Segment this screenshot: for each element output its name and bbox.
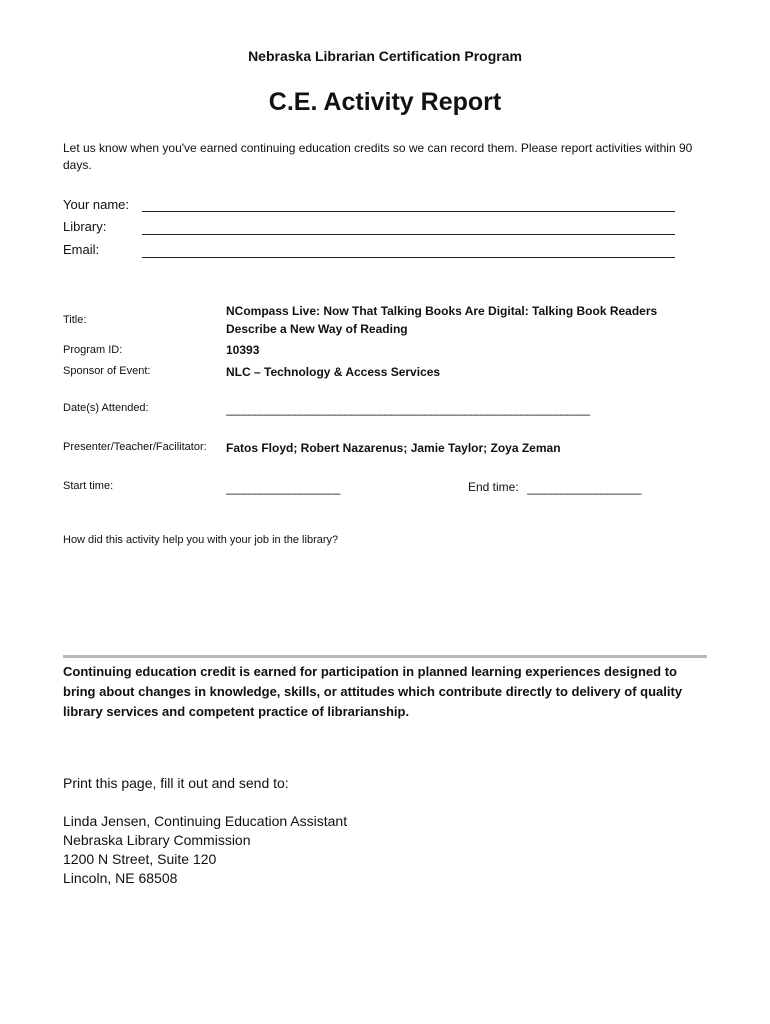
street-address: 1200 N Street, Suite 120 (63, 851, 217, 867)
end-time-field[interactable]: ____________________ (527, 481, 641, 495)
activity-answer-area[interactable] (63, 552, 707, 647)
program-id-value: 10393 (226, 343, 260, 357)
section-divider (63, 655, 707, 658)
credit-note: Continuing education credit is earned for participation in planned learning experiences designed to bring about changes in knowledge, skills, or attitudes which contribute directly to delivery of quality library services and competent practice of librarianship. (63, 664, 683, 719)
activity-question: How did this activity help you with your job in the library? (63, 534, 339, 546)
program-id-label: Program ID: (63, 344, 123, 356)
presenter-label: Presenter/Teacher/Facilitator: (63, 441, 207, 453)
page-title: C.E. Activity Report (268, 88, 502, 116)
program-name: Nebraska Librarian Certification Program (248, 48, 522, 64)
start-time-field[interactable]: ____________________ (226, 481, 340, 495)
library-label: Library: (63, 219, 107, 234)
start-time-label: Start time: (63, 480, 114, 492)
your-name-label: Your name: (63, 197, 130, 212)
dates-attended-label: Date(s) Attended: (63, 402, 149, 414)
your-name-field[interactable] (142, 211, 675, 212)
sponsor-label: Sponsor of Event: (63, 365, 151, 377)
library-field[interactable] (142, 234, 675, 235)
title-value: NCompass Live: Now That Talking Books Are Digital: Talking Book Readers Describe a New Way of Reading (226, 304, 658, 336)
recipient-name: Linda Jensen, Continuing Education Assistant (63, 813, 348, 829)
mailing-instruction: Print this page, fill it out and send to: (63, 775, 289, 791)
email-label: Email: (63, 242, 100, 257)
dates-attended-field[interactable]: ________________________________________________________________ (226, 402, 590, 416)
sponsor-value: NLC – Technology & Access Services (226, 365, 441, 379)
presenter-value: Fatos Floyd; Robert Nazarenus; Jamie Taylor; Zoya Zeman (226, 441, 561, 455)
title-label: Title: (63, 314, 87, 326)
end-time-label: End time: (468, 480, 519, 494)
email-field[interactable] (142, 257, 675, 258)
intro-text: Let us know when you've earned continuing education credits so we can record them. Please report activities within 90 days. (63, 141, 693, 172)
organization-name: Nebraska Library Commission (63, 832, 251, 848)
mailing-address (63, 812, 347, 888)
city-state-zip: Lincoln, NE 68508 (63, 870, 178, 886)
